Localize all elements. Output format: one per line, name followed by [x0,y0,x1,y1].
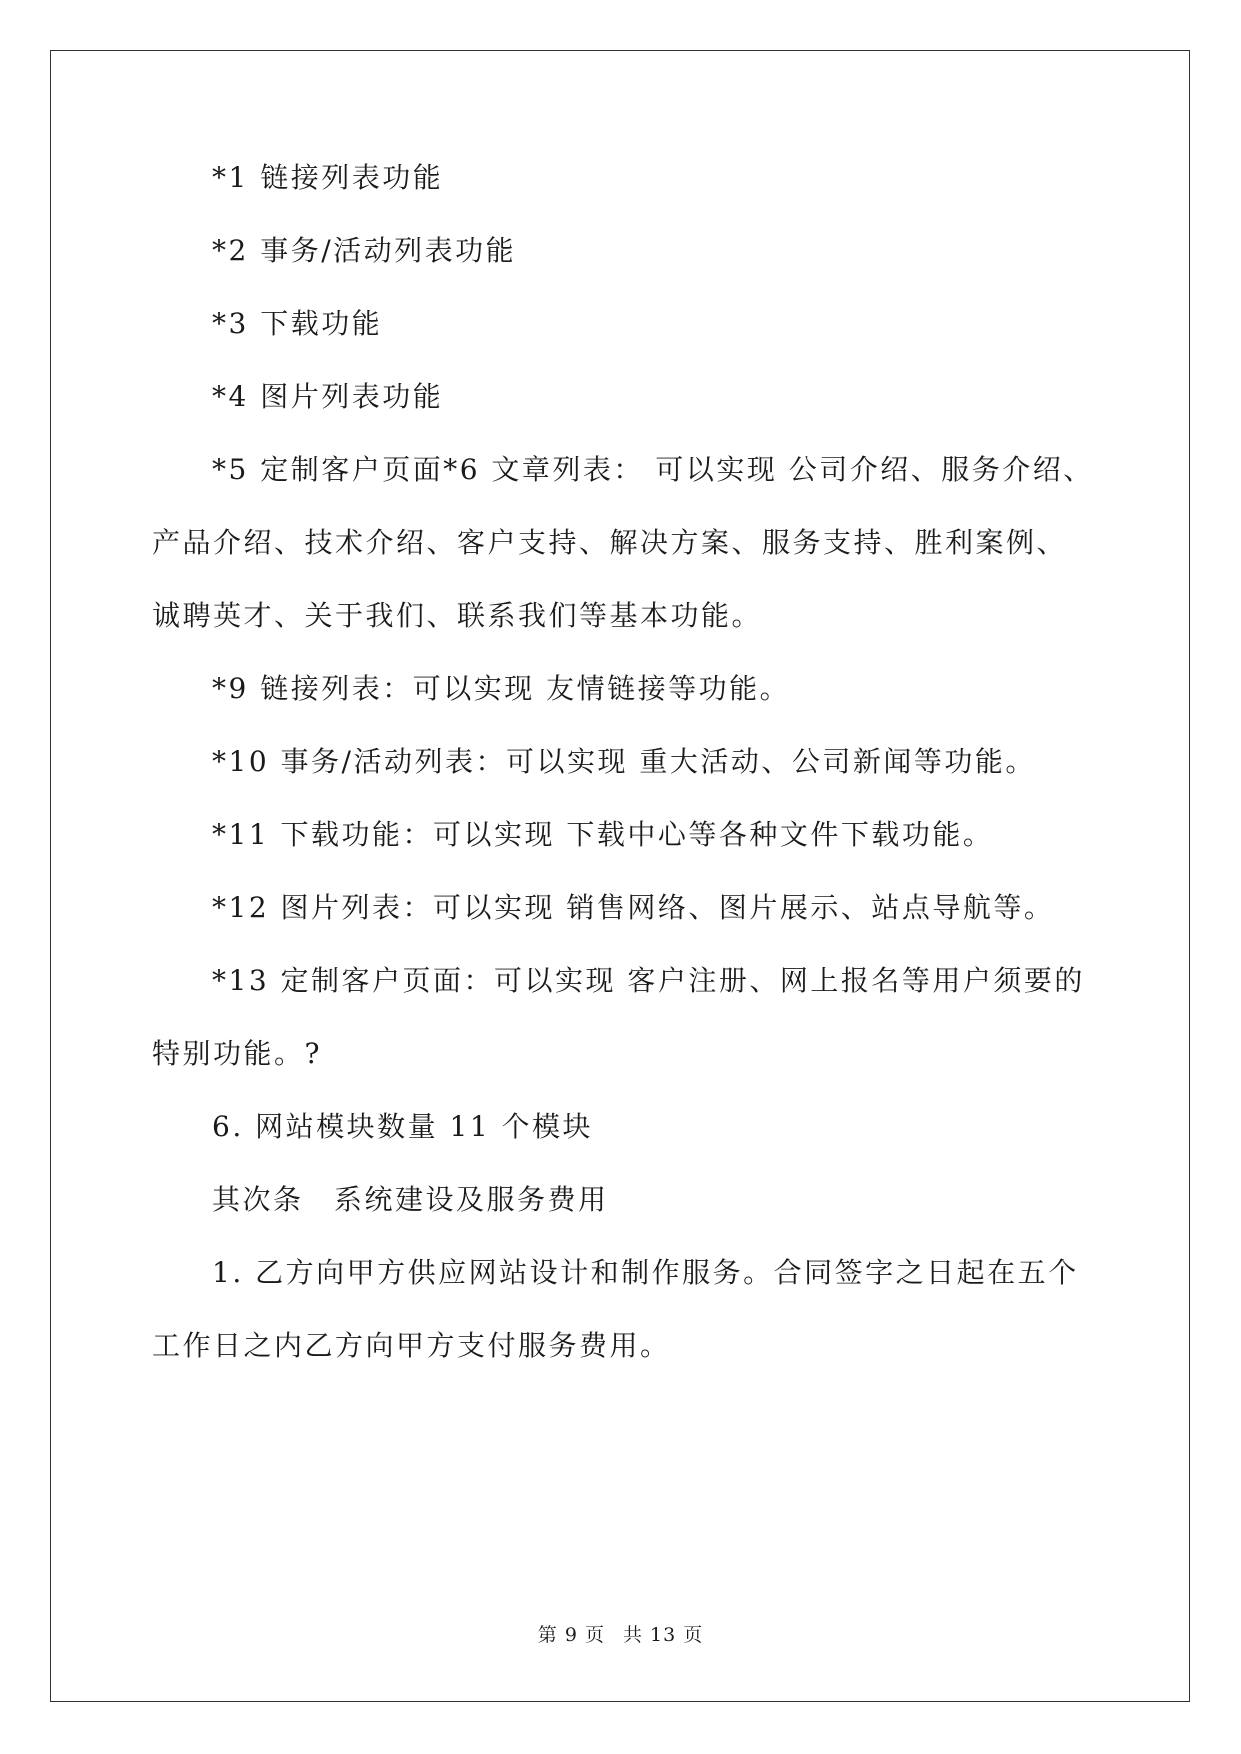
paragraph-module-count: 6. 网站模块数量 11 个模块 [212,1110,594,1143]
paragraph-article-list-line-2: 产品介绍、技术介绍、客户支持、解决方案、服务支持、胜利案例、 [152,526,1068,559]
paragraph-custom-page-line-1: *13 定制客户页面：可以实现 客户注册、网上报名等用户须要的 [212,964,1085,997]
paragraph-article-list-line-1: *5 定制客户页面*6 文章列表： 可以实现 公司介绍、服务介绍、 [212,453,1094,486]
paragraph-affairs-list: *10 事务/活动列表：可以实现 重大活动、公司新闻等功能。 [212,745,1036,778]
page-border [50,50,1190,1702]
current-page-label: 第 9 页 [537,1624,605,1646]
total-pages-label: 共 13 页 [622,1624,704,1646]
paragraph-download: *11 下载功能：可以实现 下载中心等各种文件下载功能。 [212,818,994,851]
list-item-affairs-list: *2 事务/活动列表功能 [212,234,517,267]
list-item-download: *3 下载功能 [212,307,383,340]
paragraph-service-line-1: 1. 乙方向甲方供应网站设计和制作服务。合同签字之日起在五个 [212,1256,1079,1289]
list-item-image-list: *4 图片列表功能 [212,380,444,413]
paragraph-article-list-line-3: 诚聘英才、关于我们、联系我们等基本功能。 [152,599,763,632]
paragraph-image-list: *12 图片列表：可以实现 销售网络、图片展示、站点导航等。 [212,891,1055,924]
paragraph-link-list: *9 链接列表：可以实现 友情链接等功能。 [212,672,791,705]
page-footer [0,1623,1241,1647]
list-item-link-list: *1 链接列表功能 [212,161,444,194]
paragraph-service-line-2: 工作日之内乙方向甲方支付服务费用。 [152,1329,671,1362]
paragraph-custom-page-line-2: 特别功能。? [152,1037,323,1070]
section-heading: 其次条 系统建设及服务费用 [212,1183,609,1216]
